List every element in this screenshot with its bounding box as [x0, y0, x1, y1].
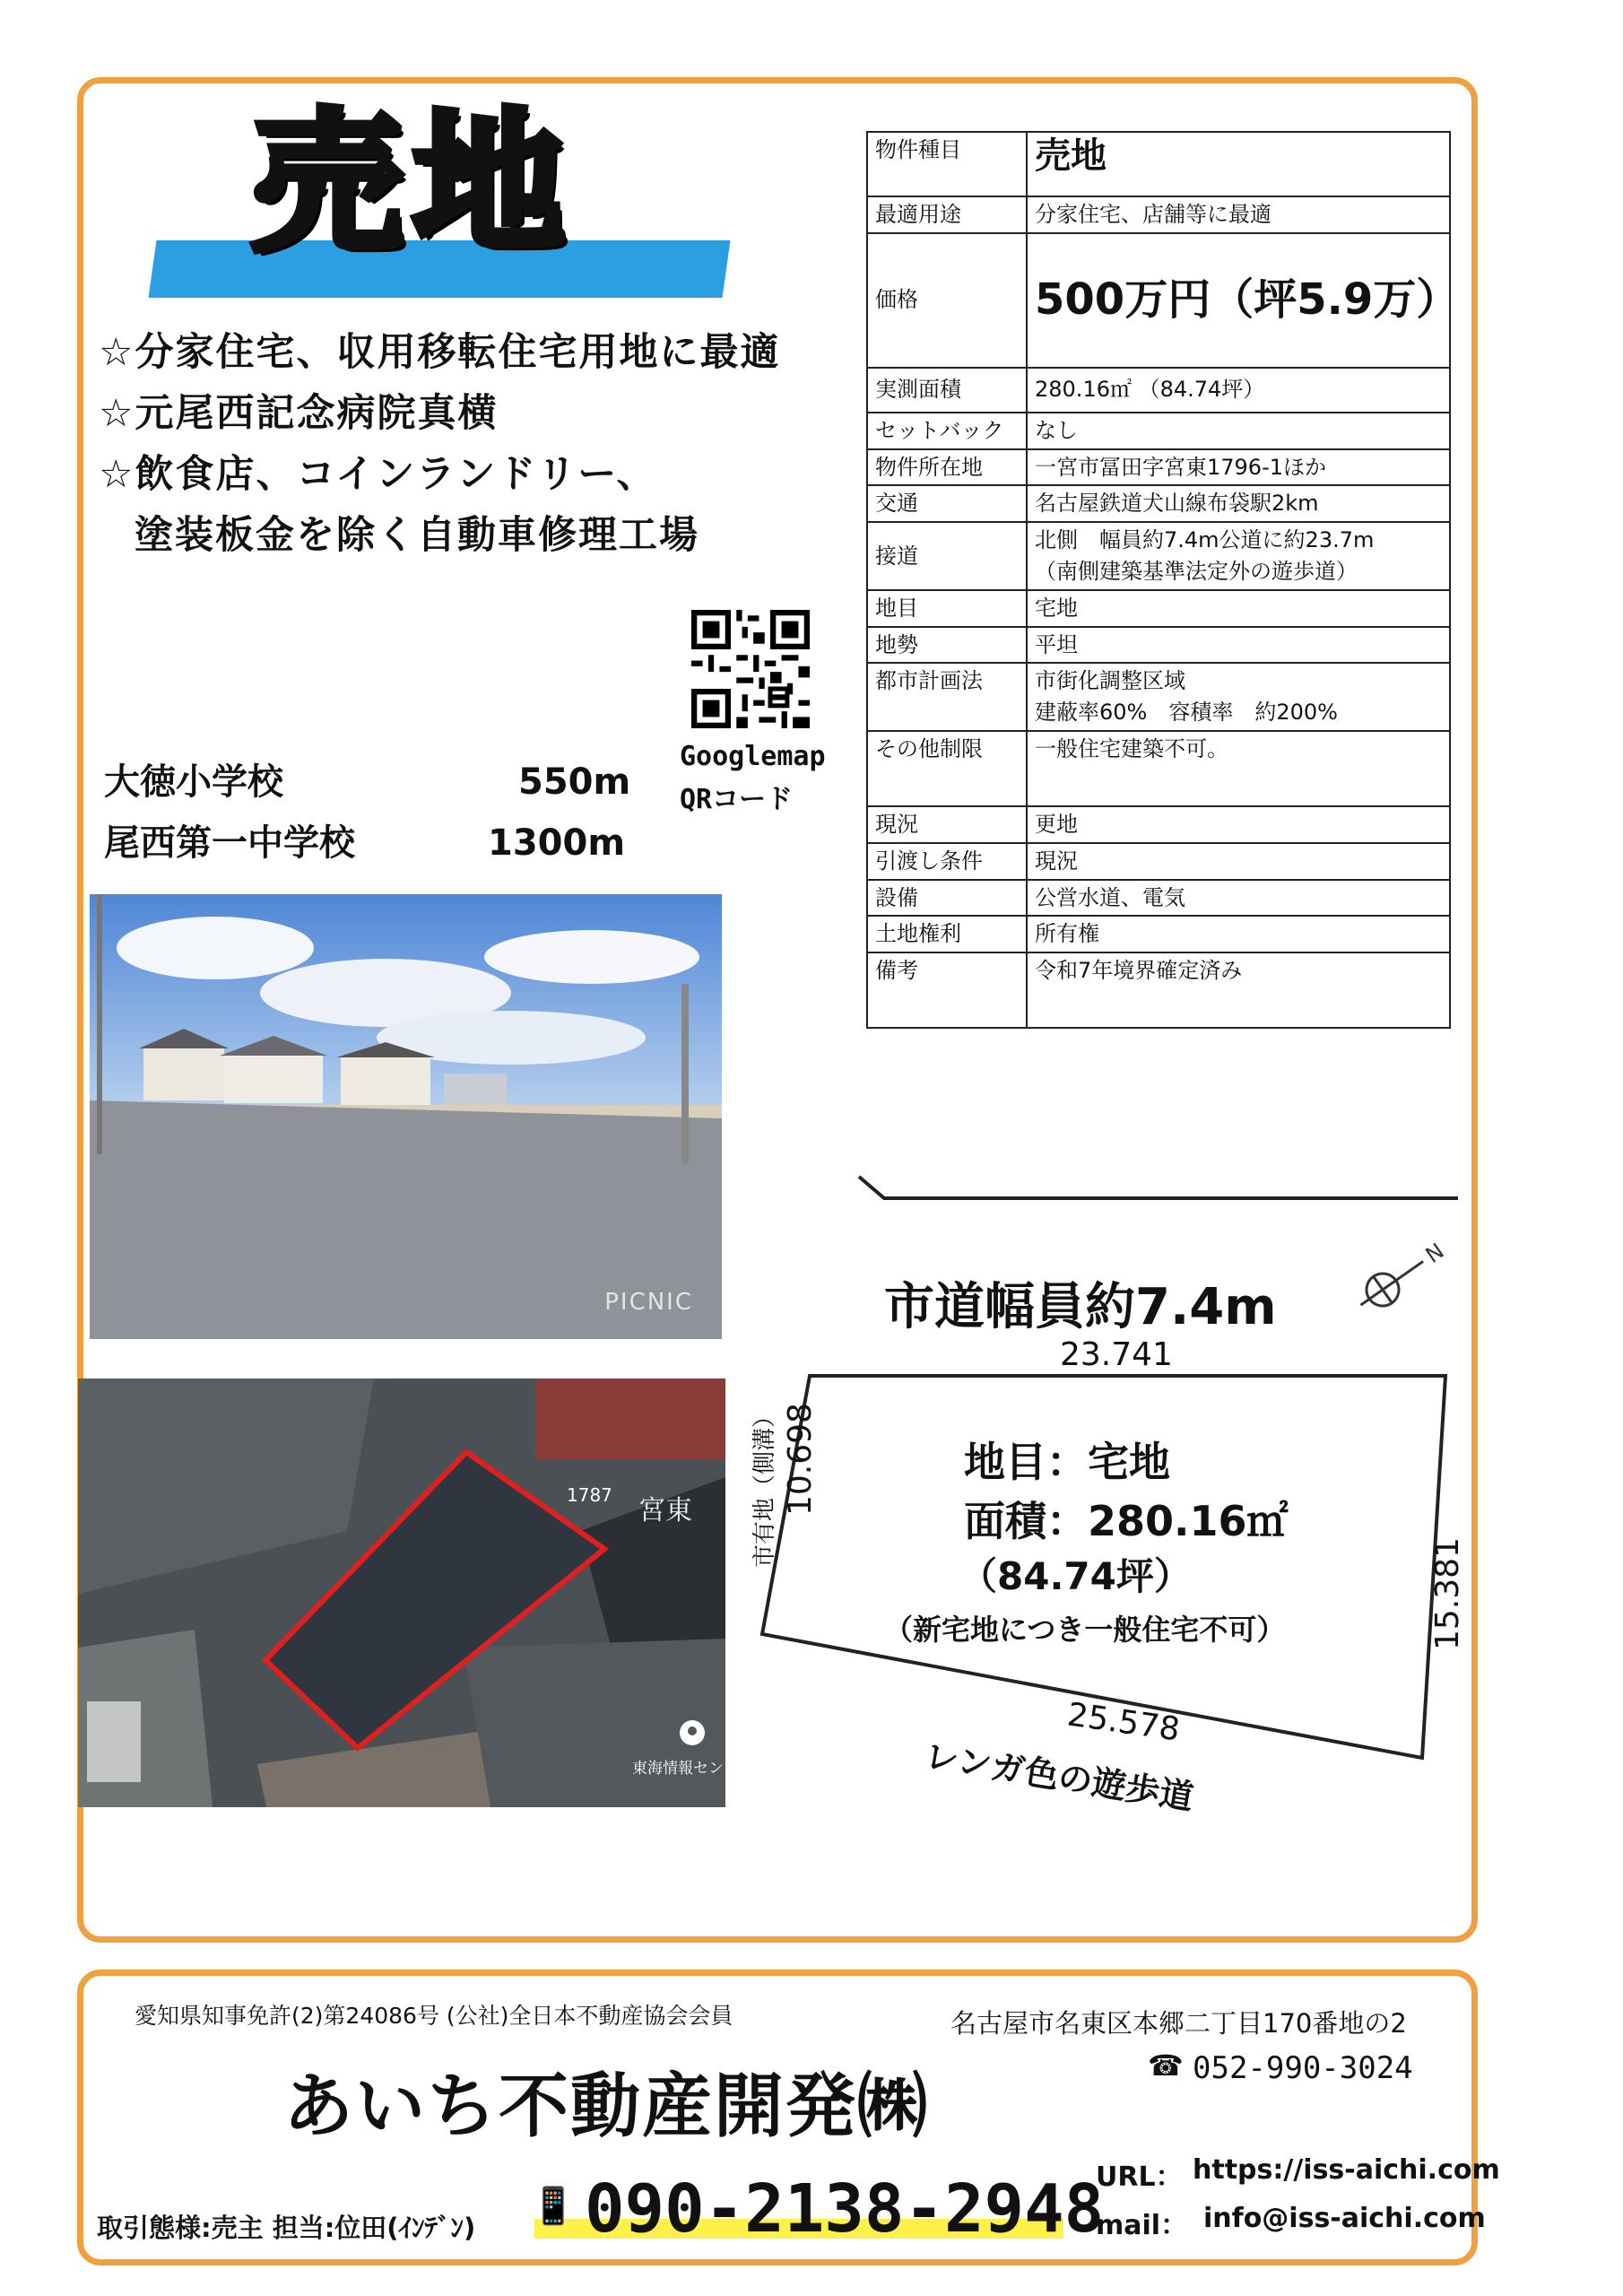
feature-line-1: ☆分家住宅、収用移転住宅用地に最適	[99, 330, 781, 375]
west-side-label: 市有地（側溝）	[751, 1404, 778, 1568]
qr-code-icon[interactable]	[689, 610, 812, 728]
south-dimension: 25.578	[1064, 1696, 1183, 1749]
page-title: 売地	[251, 95, 575, 273]
table-row: 設備 公営水道、電気	[867, 880, 1450, 917]
website-link[interactable]: https://iss-aichi.com	[1193, 2154, 1500, 2186]
table-row: 引渡し条件 現況	[867, 843, 1450, 880]
table-row: 地目 宅地	[867, 590, 1450, 627]
plan-note: （新宅地につき一般住宅不可）	[884, 1613, 1286, 1647]
photo-watermark: PICNIC	[604, 1289, 693, 1316]
url-label: URL：	[1096, 2161, 1183, 2193]
company-address: 名古屋市名東区本郷二丁目170番地の2	[950, 2008, 1407, 2039]
site-photo	[90, 894, 722, 1339]
school-distance-2: 1300m	[488, 822, 626, 864]
mobile-number[interactable]: 090-2138-2948	[585, 2170, 1105, 2248]
aerial-area-label: 宮東	[638, 1495, 692, 1526]
feature-line-3: ☆飲食店、コインランドリー、	[99, 452, 657, 497]
spec-table	[866, 131, 1460, 1029]
table-row: その他制限 一般住宅建築不可。	[867, 731, 1450, 806]
school-name-1: 大徳小学校	[104, 761, 283, 803]
phone-icon: ☎	[1148, 2048, 1184, 2083]
email-link[interactable]: info@iss-aichi.com	[1203, 2203, 1486, 2234]
table-row: 物件種目 売地	[867, 132, 1450, 196]
mobile-icon: 📱	[531, 2186, 576, 2227]
compass-icon	[1351, 1235, 1451, 1318]
table-row: 都市計画法 市街化調整区域 建蔽率60% 容積率 約200%	[867, 663, 1450, 731]
company-tel[interactable]: 052-990-3024	[1193, 2050, 1413, 2086]
transaction-text: 取引態様:売主 担当:位田(ｲﾝﾃﾞﾝ)	[97, 2213, 476, 2243]
table-row: 接道 北側 幅員約7.4m公道に約23.7m （南側建築基準法定外の遊歩道）	[867, 522, 1450, 590]
table-row: 交通 名古屋鉄道犬山線布袋駅2km	[867, 485, 1450, 522]
north-dimension: 23.741	[1060, 1336, 1173, 1373]
qr-caption-2: QRコード	[680, 784, 794, 815]
table-row: セットバック なし	[867, 413, 1450, 449]
table-row: 土地権利 所有権	[867, 916, 1450, 952]
aerial-lot-label: 1787	[567, 1484, 612, 1506]
table-row: 物件所在地 一宮市冨田字宮東1796-1ほか	[867, 449, 1450, 486]
feature-line-2: ☆元尾西記念病院真横	[99, 391, 499, 436]
south-side-label: レンガ色の遊歩道	[921, 1735, 1197, 1818]
west-dimension: 10.698	[782, 1403, 819, 1516]
feature-line-4: 塗装板金を除く自動車修理工場	[135, 513, 699, 558]
road-label: 市道幅員約7.4m	[884, 1278, 1277, 1336]
school-distance-1: 550m	[518, 761, 631, 803]
table-row: 現況 更地	[867, 806, 1450, 843]
area-label: 面積：280.16㎡	[964, 1497, 1289, 1545]
svg-text:N: N	[1420, 1238, 1449, 1268]
tsubo-label: （84.74坪）	[959, 1554, 1192, 1598]
table-row: 最適用途 分家住宅、店舗等に最適	[867, 196, 1450, 233]
mail-label: mail：	[1096, 2210, 1188, 2241]
company-name: あいち不動産開発㈱	[283, 2066, 930, 2147]
land-type-label: 地目：宅地	[964, 1438, 1170, 1486]
table-row: 価格 500万円（坪5.9万）	[867, 233, 1450, 368]
license-text: 愛知県知事免許(2)第24086号 (公社)全日本不動産協会会員	[135, 2003, 733, 2029]
aerial-map	[78, 1378, 725, 1807]
school-name-2: 尾西第一中学校	[104, 822, 355, 864]
east-dimension: 15.381	[1429, 1537, 1466, 1650]
table-row: 備考 令和7年境界確定済み	[867, 952, 1450, 1028]
aerial-poi-label: 東海情報セン	[632, 1760, 724, 1778]
table-row: 実測面積 280.16㎡ （84.74坪）	[867, 368, 1450, 413]
qr-caption-1: Googlemap	[680, 741, 826, 772]
table-row: 地勢 平坦	[867, 627, 1450, 664]
